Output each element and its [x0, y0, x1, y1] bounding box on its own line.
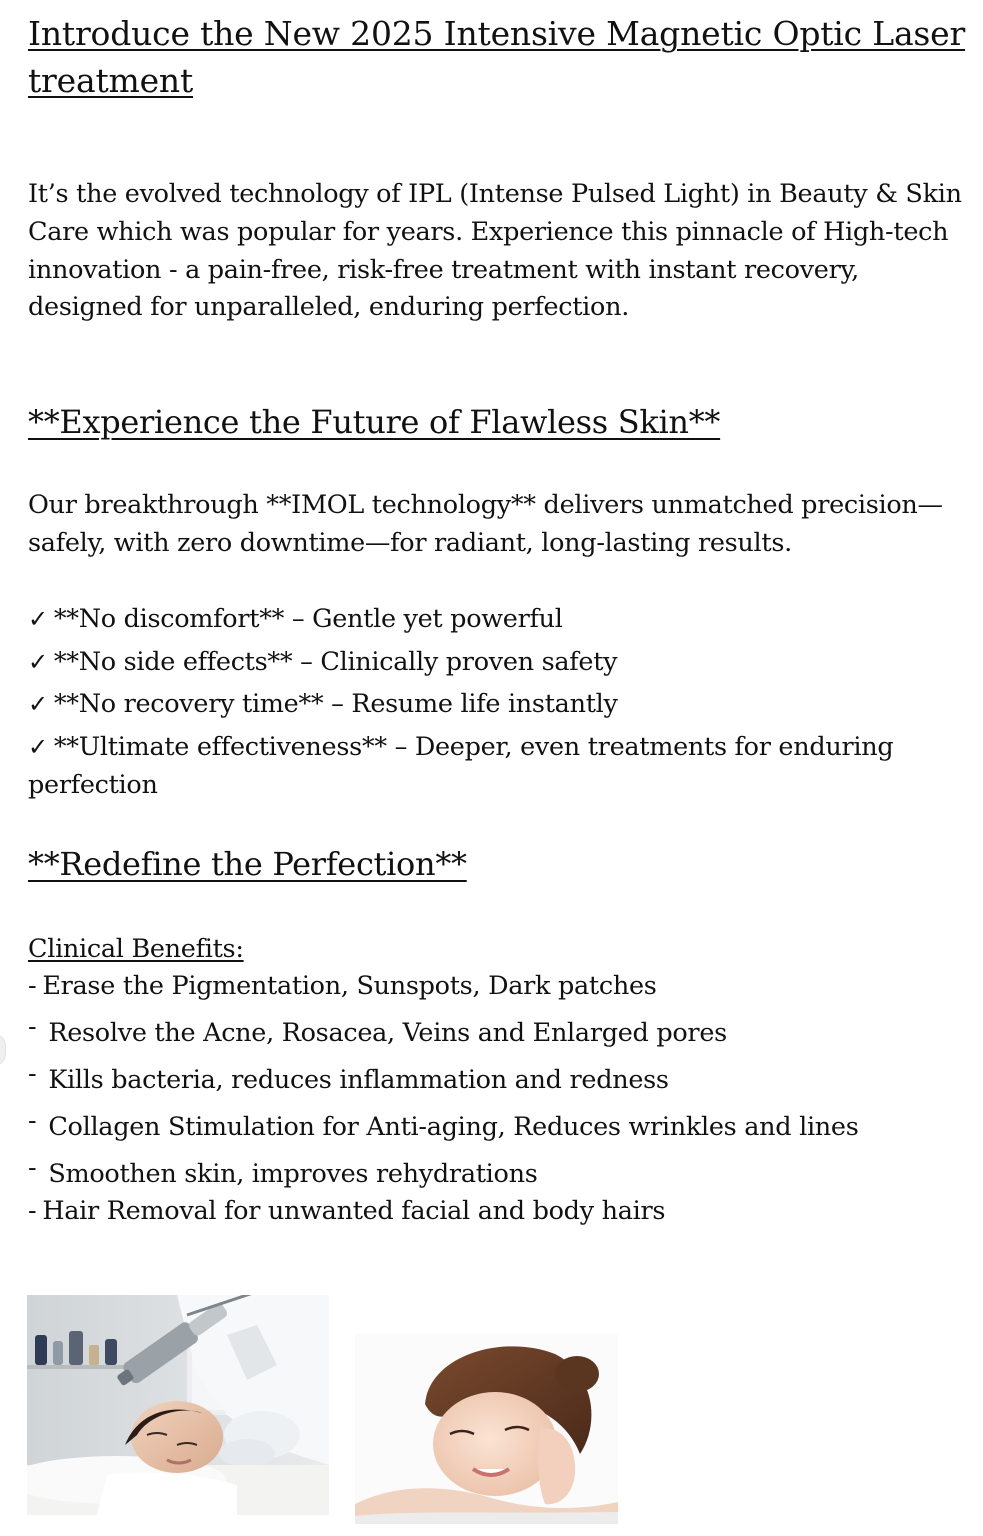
feature-item	[28, 728, 973, 804]
checkmark-icon: ✓	[28, 732, 48, 761]
feature-text: **No recovery time** – Resume life instantly	[53, 689, 618, 719]
benefit-text: Erase the Pigmentation, Sunspots, Dark patches	[42, 971, 657, 1001]
feature-check-list	[28, 600, 973, 808]
checkmark-icon: ✓	[28, 647, 48, 676]
benefit-text: Kills bacteria, reduces inflammation and redness	[48, 1065, 669, 1095]
dash-bullet: -	[28, 1012, 37, 1042]
dash-bullet: -	[28, 971, 37, 1001]
experience-heading: **Experience the Future of Flawless Skin**	[28, 403, 721, 441]
benefit-item	[28, 1012, 973, 1052]
benefit-item	[28, 968, 973, 1005]
clinical-benefits-list	[28, 968, 973, 1230]
checkmark-icon: ✓	[28, 605, 48, 633]
intro-paragraph: It’s the evolved technology of IPL (Intense Pulsed Light) in Beauty & Skin Care which was popular for years. Experience this pinnacle of High-tech innovation - a pain-free, risk-free treatment with instant recovery, designed for unparalleled, enduring perfection.	[28, 179, 962, 323]
dash-bullet: -	[28, 1196, 37, 1226]
dash-bullet: -	[28, 1059, 37, 1089]
feature-item	[28, 685, 973, 723]
benefit-item	[28, 1153, 973, 1193]
feature-item	[28, 600, 973, 638]
benefit-text: Resolve the Acne, Rosacea, Veins and Enlarged pores	[48, 1018, 727, 1048]
benefit-text: Smoothen skin, improves rehydrations	[48, 1159, 538, 1189]
clinical-benefits-label: Clinical Benefits:	[28, 934, 244, 964]
feature-text: **Ultimate effectiveness** – Deeper, even treatments for enduring perfection	[28, 731, 894, 800]
feature-text: **No discomfort** – Gentle yet powerful	[53, 604, 563, 634]
benefit-item	[28, 1106, 973, 1146]
benefit-item	[28, 1059, 973, 1099]
laser-treatment-photo	[27, 1295, 329, 1515]
benefit-item	[28, 1193, 973, 1230]
smiling-woman-photo	[355, 1334, 618, 1524]
imol-paragraph: Our breakthrough **IMOL technology** delivers unmatched precision—safely, with zero downtime—for radiant, long-lasting results.	[28, 490, 943, 558]
redefine-heading: **Redefine the Perfection**	[28, 845, 467, 883]
feature-item	[28, 643, 973, 681]
laser-treatment-illustration	[27, 1295, 329, 1515]
side-scroll-handle[interactable]	[0, 1034, 6, 1066]
dash-bullet: -	[28, 1106, 37, 1136]
checkmark-icon: ✓	[28, 690, 48, 718]
page-title: Introduce the New 2025 Intensive Magnetic Optic Laser treatment	[28, 14, 966, 100]
benefit-text: Collagen Stimulation for Anti-aging, Reduces wrinkles and lines	[48, 1112, 859, 1142]
dash-bullet: -	[28, 1153, 37, 1183]
smiling-woman-illustration	[355, 1334, 618, 1524]
feature-text: **No side effects** – Clinically proven safety	[53, 646, 618, 677]
benefit-text: Hair Removal for unwanted facial and body hairs	[42, 1196, 666, 1226]
